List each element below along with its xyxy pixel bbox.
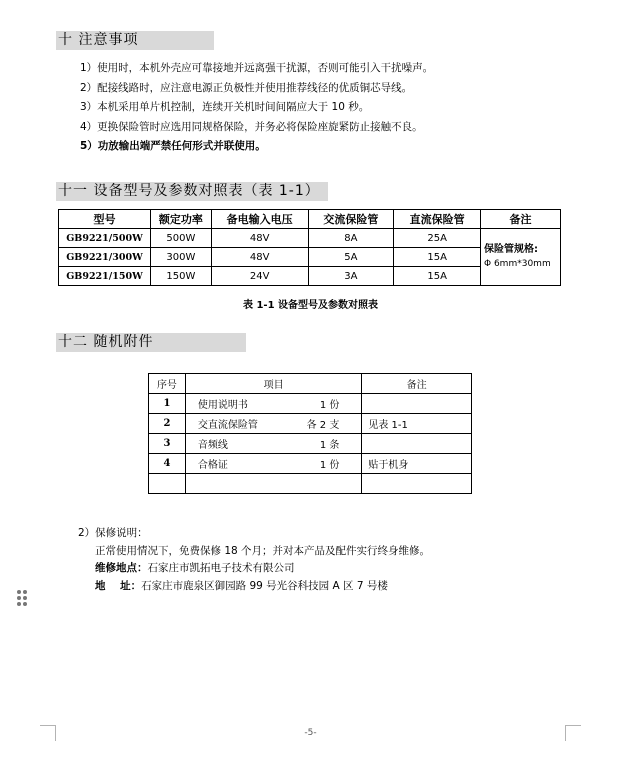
spec-table bbox=[58, 209, 561, 286]
cell-empty bbox=[185, 474, 361, 494]
header-model: 型号 bbox=[59, 210, 151, 229]
item-qty: 1 份 bbox=[319, 460, 340, 471]
item-qty: 1 条 bbox=[319, 440, 340, 451]
table-row bbox=[149, 394, 472, 414]
header-remark: 备注 bbox=[362, 374, 472, 394]
note-item: 1）使用时，本机外壳应可靠接地并远离强干扰源，否则可能引入干扰噪声。 bbox=[80, 62, 434, 74]
cell-remark: 见表 1-1 bbox=[362, 414, 472, 434]
fuse-spec-label: 保险管规格: bbox=[484, 244, 539, 255]
cell-model: GB9221/500W bbox=[59, 229, 151, 248]
cell-remark: 贴于机身 bbox=[362, 454, 472, 474]
header-backup-voltage: 备电输入电压 bbox=[211, 210, 308, 229]
note-item-warning: 5）功放输出端严禁任何形式并联使用。 bbox=[80, 140, 266, 152]
address-value: 石家庄市鹿泉区御园路 99 号光谷科技园 A 区 7 号楼 bbox=[141, 579, 388, 592]
table-caption: 表 1-1 设备型号及参数对照表 bbox=[242, 300, 379, 311]
table-row bbox=[149, 434, 472, 454]
cell-power: 150W bbox=[150, 267, 211, 286]
cell-item bbox=[185, 454, 361, 474]
cell-remark bbox=[362, 434, 472, 454]
table-row bbox=[59, 229, 561, 248]
table-header-row bbox=[59, 210, 561, 229]
repair-address bbox=[78, 578, 430, 596]
notes-list bbox=[80, 59, 433, 157]
item-name: 合格证 bbox=[197, 460, 228, 471]
header-power: 额定功率 bbox=[150, 210, 211, 229]
header-item: 项目 bbox=[185, 374, 361, 394]
table-header-row bbox=[149, 374, 472, 394]
section-heading-accessories: 十二 随机附件 bbox=[56, 333, 246, 352]
cell-no: 4 bbox=[149, 454, 186, 474]
cell-ac-fuse: 3A bbox=[308, 267, 394, 286]
cell-voltage: 48V bbox=[211, 248, 308, 267]
cell-voltage: 24V bbox=[211, 267, 308, 286]
cell-ac-fuse: 8A bbox=[308, 229, 394, 248]
location-label: 维修地点： bbox=[95, 562, 148, 574]
header-no: 序号 bbox=[149, 374, 186, 394]
section-heading-spec: 十一 设备型号及参数对照表（表 1-1） bbox=[56, 182, 328, 201]
location-value: 石家庄市凯拓电子技术有限公司 bbox=[147, 562, 295, 574]
header-dc-fuse: 直流保险管 bbox=[394, 210, 481, 229]
section-heading-notes: 十 注意事项 bbox=[56, 31, 214, 50]
cell-empty bbox=[149, 474, 186, 494]
repair-text: 正常使用情况下，免费保修 18 个月；并对本产品及配件实行终身维修。 bbox=[95, 544, 431, 557]
header-remark: 备注 bbox=[481, 210, 561, 229]
item-name: 交直流保险管 bbox=[197, 420, 258, 431]
item-name: 音频线 bbox=[197, 440, 228, 451]
cell-power: 300W bbox=[150, 248, 211, 267]
address-label: 地 址： bbox=[95, 579, 142, 592]
cell-dc-fuse: 15A bbox=[394, 248, 481, 267]
page-number: -5- bbox=[304, 728, 317, 738]
cell-model: GB9221/150W bbox=[59, 267, 151, 286]
table-row-empty bbox=[149, 474, 472, 494]
cell-item bbox=[185, 394, 361, 414]
note-item: 2）配接线路时，应注意电源正负极性并使用推荐线径的优质铜芯导线。 bbox=[80, 81, 413, 94]
cell-no: 2 bbox=[149, 414, 186, 434]
repair-location bbox=[78, 560, 430, 578]
note-item: 4）更换保险管时应选用同规格保险，并务必将保险座旋紧防止接触不良。 bbox=[80, 120, 423, 133]
cell-power: 500W bbox=[150, 229, 211, 248]
cell-empty bbox=[362, 474, 472, 494]
item-qty: 各 2 支 bbox=[306, 420, 340, 431]
cell-dc-fuse: 15A bbox=[394, 267, 481, 286]
cell-no: 3 bbox=[149, 434, 186, 454]
repair-info bbox=[78, 525, 430, 595]
cell-item bbox=[185, 414, 361, 434]
cell-dc-fuse: 25A bbox=[394, 229, 481, 248]
item-qty: 1 份 bbox=[319, 400, 340, 411]
cell-remark bbox=[481, 229, 561, 286]
cell-no: 1 bbox=[149, 394, 186, 414]
header-ac-fuse: 交流保险管 bbox=[308, 210, 394, 229]
fuse-spec-value: Φ 6mm*30mm bbox=[484, 259, 551, 269]
cell-remark bbox=[362, 394, 472, 414]
cell-voltage: 48V bbox=[211, 229, 308, 248]
item-name: 使用说明书 bbox=[197, 400, 248, 411]
table-row bbox=[149, 414, 472, 434]
cell-ac-fuse: 5A bbox=[308, 248, 394, 267]
accessories-table bbox=[148, 373, 472, 494]
repair-heading: 2）保修说明： bbox=[78, 527, 148, 539]
note-item: 3）本机采用单片机控制，连续开关机时间间隔应大于 10 秒。 bbox=[80, 101, 370, 113]
table-row bbox=[149, 454, 472, 474]
cell-item bbox=[185, 434, 361, 454]
cell-model: GB9221/300W bbox=[59, 248, 151, 267]
